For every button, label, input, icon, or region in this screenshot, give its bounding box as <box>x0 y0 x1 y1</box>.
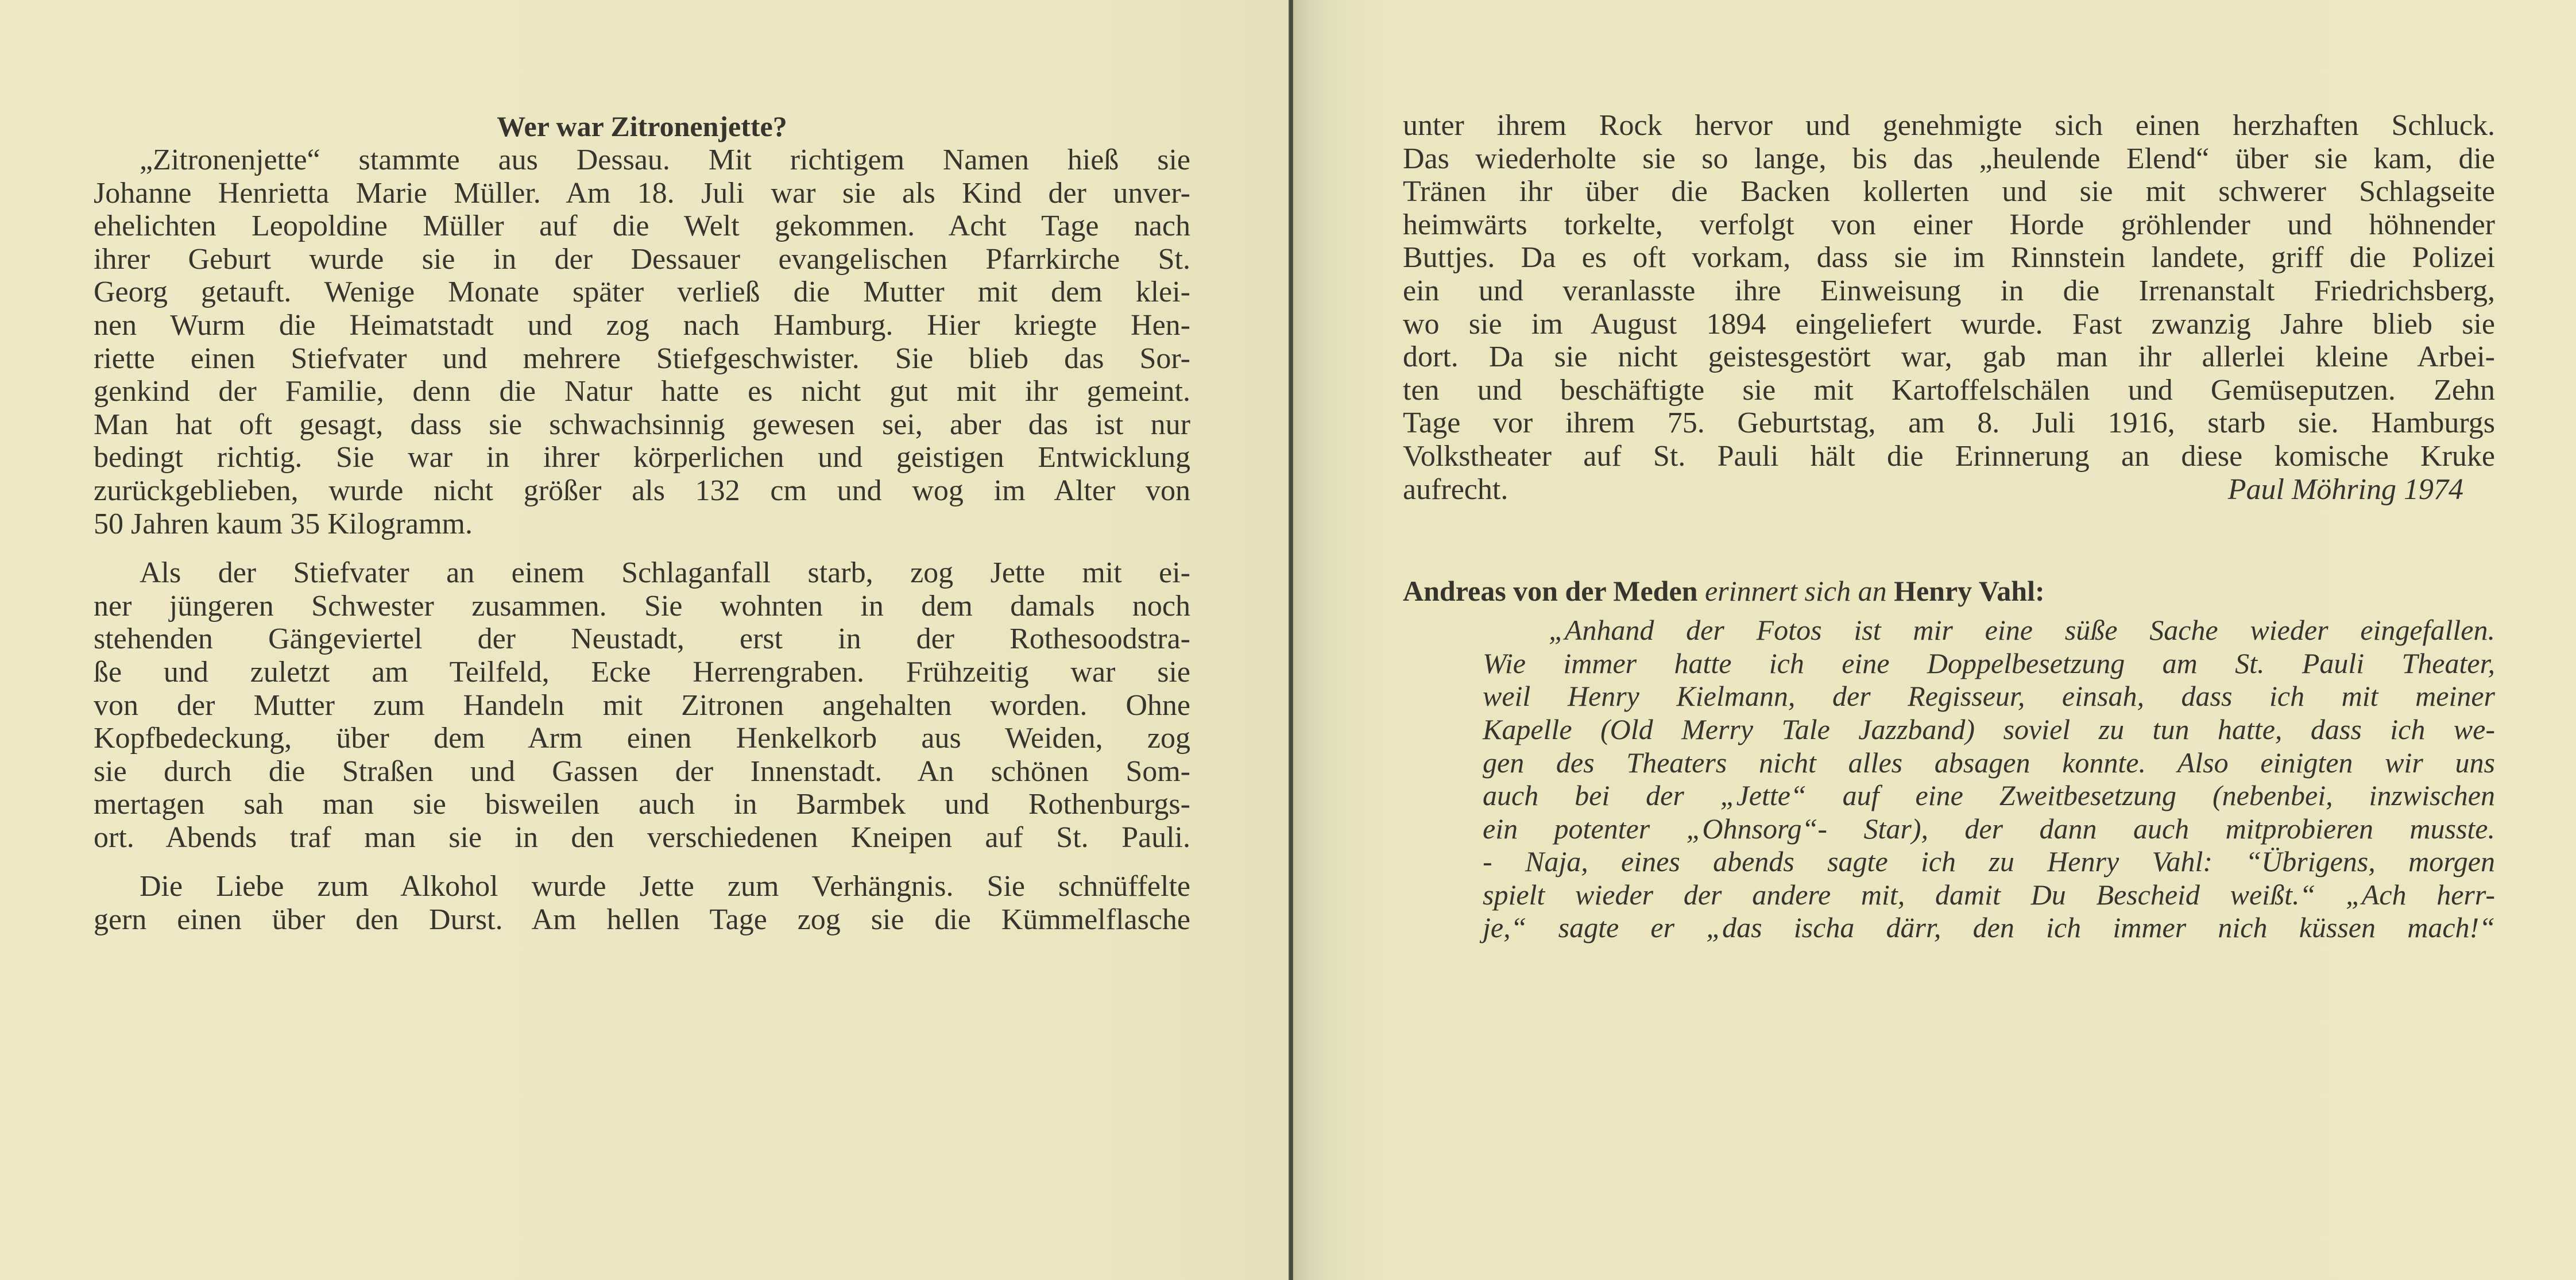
text-line: Das wiederholte sie so lange, bis das „heulende Elend“ über sie kam, die <box>1403 142 2495 175</box>
text-line: ten und beschäftigte sie mit Kartoffelschälen und Gemüseputzen. Zehn <box>1403 373 2495 407</box>
quote-line: je,“ sagte er „das ischa därr, den ich immer nich küssen mach!“ <box>1483 911 2495 944</box>
continuation-paragraph <box>1403 109 2495 506</box>
paragraph-3 <box>94 870 1190 936</box>
quote-line: Wie immer hatte ich eine Doppelbesetzung am St. Pauli Theater, <box>1483 647 2495 679</box>
text-line: sie durch die Straßen und Gassen der Innenstadt. An schönen Som- <box>94 755 1190 788</box>
left-text-column <box>94 109 1190 937</box>
text-line: Georg getauft. Wenige Monate später verließ die Mutter mit dem klei- <box>94 276 1190 309</box>
text-line: 50 Jahren kaum 35 Kilogramm. <box>94 507 473 540</box>
heading-subject: Henry Vahl: <box>1894 575 2045 608</box>
closing-word: aufrecht. <box>1403 473 1509 506</box>
text-line: Johanne Henrietta Marie Müller. Am 18. Juli war sie als Kind der unver- <box>94 176 1190 210</box>
text-line: gern einen über den Durst. Am hellen Tage zog sie die Kümmelflasche <box>94 903 1190 937</box>
section-heading <box>1403 574 2495 608</box>
text-line: „Zitronenjette“ stammte aus Dessau. Mit richtigem Namen hieß sie <box>140 144 1190 176</box>
text-line: stehenden Gängeviertel der Neustadt, erst in der Rothesoodstra- <box>94 622 1190 656</box>
heading-italic: erinnert sich an <box>1704 575 1887 608</box>
text-line: mertagen sah man sie bisweilen auch in Barmbek und Rothenburgs- <box>94 788 1190 821</box>
text-line: nen Wurm die Heimatstadt und zog nach Hamburg. Hier kriegte Hen- <box>94 308 1190 342</box>
heading-name: Andreas von der Meden <box>1403 575 1698 608</box>
text-line: ein und veranlasste ihre Einweisung in die Irrenanstalt Friedrichsberg, <box>1403 274 2495 307</box>
text-line: ner jüngeren Schwester zusammen. Sie wohnten in dem damals noch <box>94 589 1190 622</box>
paragraph-2 <box>94 556 1190 854</box>
book-fold <box>1289 0 1293 1280</box>
text-line: Volkstheater auf St. Pauli hält die Erinnerung an diese komische Kruke <box>1403 439 2495 473</box>
paragraph-1 <box>94 144 1190 540</box>
quote-line: gen des Theaters nicht alles absagen konnte. Also einigten wir uns <box>1483 746 2495 779</box>
quote-block <box>1483 614 2495 945</box>
text-line: riette einen Stiefvater und mehrere Stiefgeschwister. Sie blieb das Sor- <box>94 342 1190 375</box>
text-line: Tränen ihr über die Backen kollerten und sie mit schwerer Schlagseite <box>1403 175 2495 208</box>
text-line: unter ihrem Rock hervor und genehmigte sich einen herzhaften Schluck. <box>1403 109 2495 142</box>
text-line: genkind der Familie, denn die Natur hatte es nicht gut mit ihr gemeint. <box>94 375 1190 408</box>
quote-line: auch bei der „Jette“ auf eine Zweitbesetzung (nebenbei, inzwischen <box>1483 779 2495 812</box>
author-signature: Paul Möhring 1974 <box>2227 473 2463 506</box>
text-line: Kopfbedeckung, über dem Arm einen Henkelkorb aus Weiden, zog <box>94 722 1190 755</box>
article-title: Wer war Zitronenjette? <box>497 110 787 142</box>
text-line: Man hat oft gesagt, dass sie schwachsinnig gewesen sei, aber das ist nur <box>94 408 1190 441</box>
text-line: bedingt richtig. Sie war in ihrer körperlichen und geistigen Entwicklung <box>94 441 1190 474</box>
quote-line: Kapelle (Old Merry Tale Jazzband) soviel zu tun hatte, dass ich we- <box>1483 713 2495 745</box>
quote-line: spielt wieder der andere mit, damit Du Bescheid weißt.“ „Ach herr- <box>1483 878 2495 911</box>
closing-line <box>1403 473 2495 506</box>
text-line: heimwärts torkelte, verfolgt von einer Horde gröhlender und höhnender <box>1403 208 2495 241</box>
text-line: ort. Abends traf man sie in den verschiedenen Kneipen auf St. Pauli. <box>94 821 1190 854</box>
right-text-column <box>1403 109 2495 945</box>
text-line: ße und zuletzt am Teilfeld, Ecke Herrengraben. Frühzeitig war sie <box>94 655 1190 689</box>
quote-line: „Anhand der Fotos ist mir eine süße Sache wieder eingefallen. <box>1549 614 2495 647</box>
text-line: zurückgeblieben, wurde nicht größer als 132 cm und wog im Alter von <box>94 474 1190 507</box>
text-line: ehelichten Leopoldine Müller auf die Welt gekommen. Acht Tage nach <box>94 210 1190 243</box>
quote-line: ein potenter „Ohnsorg“- Star), der dann auch mitprobieren musste. <box>1483 812 2495 845</box>
quote-line: - Naja, eines abends sagte ich zu Henry Vahl: “Übrigens, morgen <box>1483 845 2495 878</box>
quote-line: weil Henry Kielmann, der Regisseur, einsah, dass ich mit meiner <box>1483 680 2495 713</box>
text-line: Die Liebe zum Alkohol wurde Jette zum Verhängnis. Sie schnüffelte <box>140 870 1190 903</box>
text-line: Als der Stiefvater an einem Schlaganfall starb, zog Jette mit ei- <box>140 556 1190 590</box>
text-line: dort. Da sie nicht geistesgestört war, gab man ihr allerlei kleine Arbei- <box>1403 341 2495 374</box>
text-line: ihrer Geburt wurde sie in der Dessauer evangelischen Pfarrkirche St. <box>94 242 1190 276</box>
text-line: von der Mutter zum Handeln mit Zitronen angehalten worden. Ohne <box>94 689 1190 722</box>
text-line: Tage vor ihrem 75. Geburtstag, am 8. Juli 1916, starb sie. Hamburgs <box>1403 407 2495 440</box>
text-line: wo sie im August 1894 eingeliefert wurde. Fast zwanzig Jahre blieb sie <box>1403 307 2495 341</box>
text-line: Buttjes. Da es oft vorkam, dass sie im Rinnstein landete, griff die Polizei <box>1403 241 2495 274</box>
